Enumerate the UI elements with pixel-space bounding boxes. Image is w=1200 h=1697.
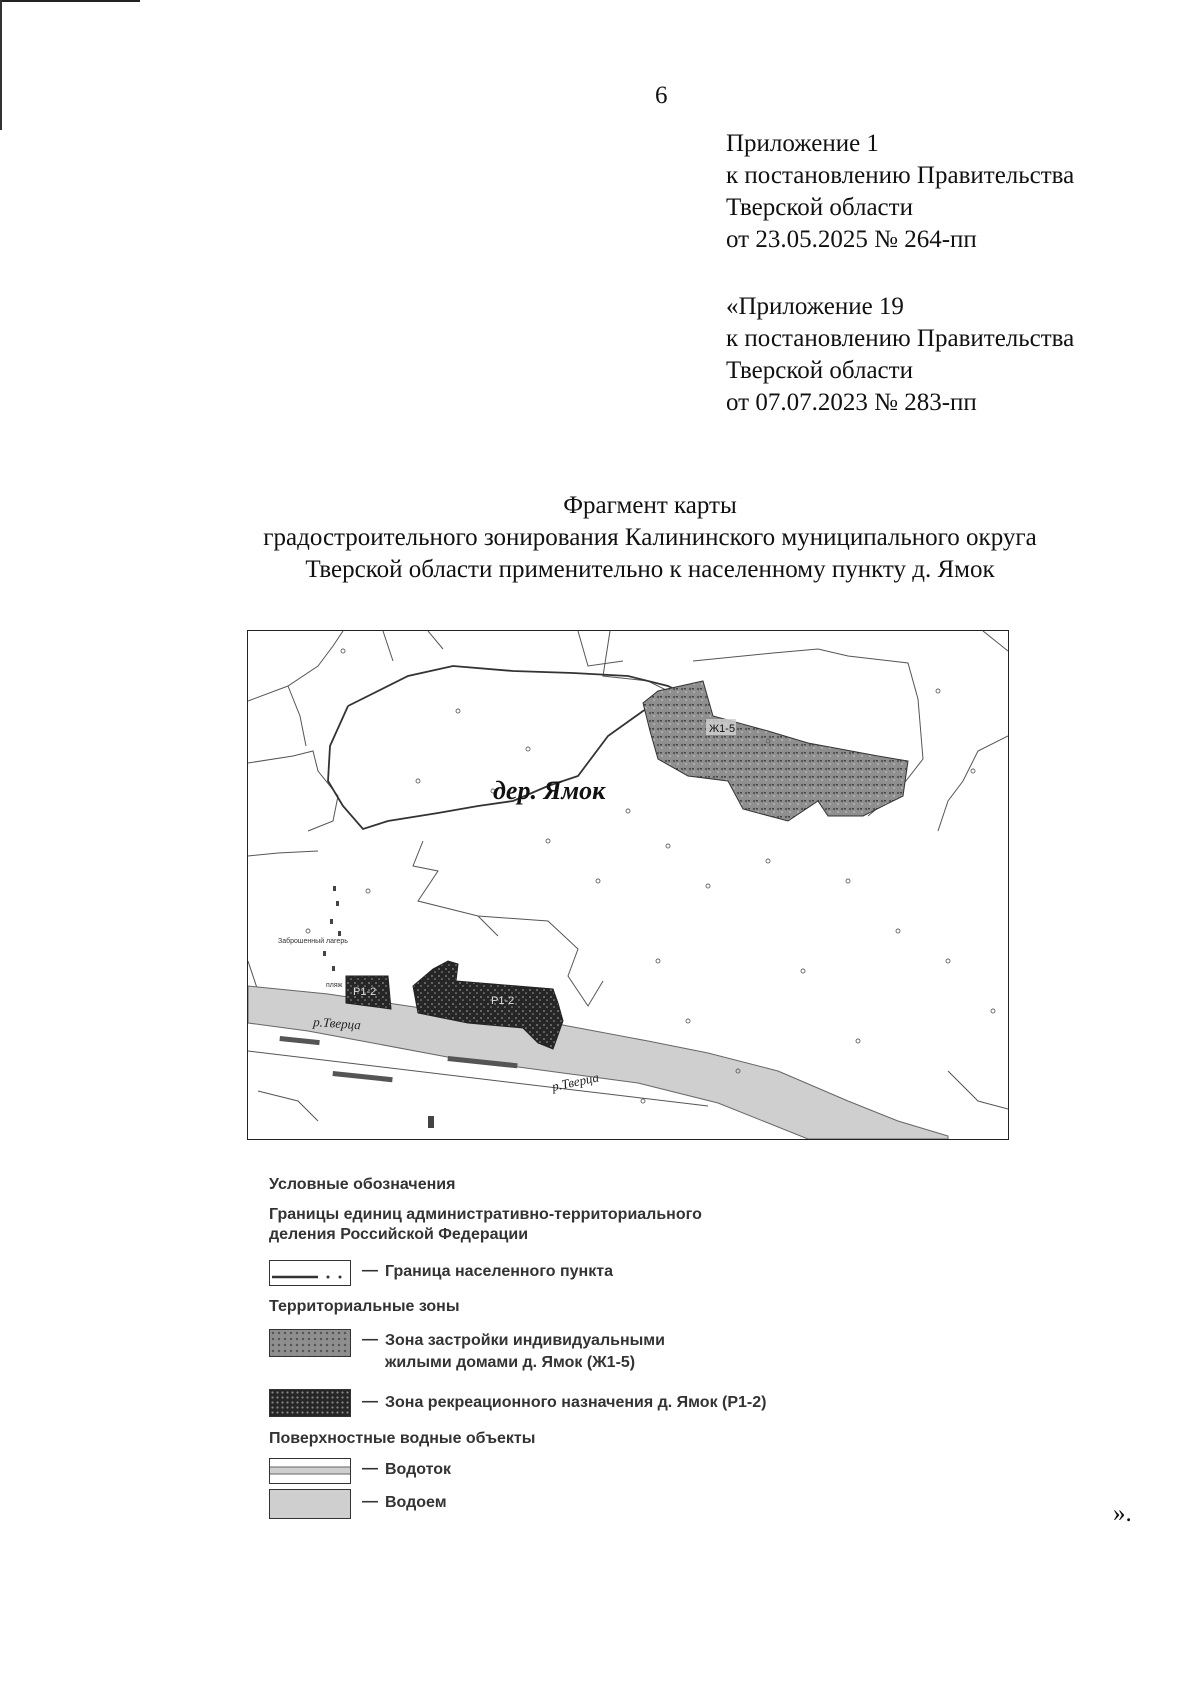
legend-dash-zone-r: —: [362, 1393, 378, 1410]
legend-label-zone-r: Зона рекреационного назначения д. Ямок (Р1-2): [385, 1394, 767, 1411]
boundary-swatch-svg: [270, 1261, 350, 1285]
zone-r1-2-label-west: Р1-2: [353, 986, 377, 998]
appendix-1-line-4: от 23.05.2025 № 264-пп: [726, 226, 977, 253]
zoning-map: [247, 630, 1009, 1140]
appendix-19-block: [726, 291, 1074, 419]
legend-label-watercourse: Водоток: [385, 1461, 452, 1478]
zone-r1-2-label-east: Р1-2: [491, 995, 515, 1007]
appendix-1-block: [726, 128, 1074, 256]
river: [248, 986, 948, 1139]
zone-zh1-5: [643, 681, 908, 821]
appendix-19-line-1: «Приложение 19: [726, 293, 904, 320]
zoning-map-svg: [248, 631, 1008, 1139]
river-label-west: р.Тверца: [312, 1014, 362, 1033]
settlement-label: дер. Ямок: [493, 776, 606, 805]
building-markers: [323, 886, 341, 971]
closing-quote: ».: [1113, 1500, 1132, 1527]
zone-zh1-5-label: Ж1-5: [709, 723, 736, 735]
page-number: 6: [655, 82, 668, 109]
title-line-1: Фрагмент карты: [563, 492, 737, 519]
title-line-3: Тверской области применительно к населенному пункту д. Ямок: [305, 556, 995, 583]
scan-artifact-left: [0, 0, 2, 130]
zone-zh-swatch: [269, 1329, 351, 1357]
legend-label-reservoir: Водоем: [385, 1494, 447, 1511]
legend-heading: Условные обозначения: [269, 1176, 456, 1193]
boundary-swatch: [269, 1260, 351, 1286]
beach-label: пляж: [326, 982, 343, 989]
legend-label-zone-zh-line-1: Зона застройки индивидуальными: [385, 1332, 665, 1349]
legend-admin-heading-line-2: деления Российской Федерации: [269, 1226, 529, 1243]
legend-water-heading: Поверхностные водные объекты: [269, 1430, 536, 1447]
legend-label-boundary: Граница населенного пункта: [385, 1263, 613, 1280]
title-line-2: градостроительного зонирования Калининского муниципального округа: [263, 524, 1037, 551]
abandoned-camp-label: Заброшенный лагерь: [278, 938, 348, 945]
scan-artifact-top: [0, 0, 140, 2]
appendix-1-line-2: к постановлению Правительства: [726, 162, 1075, 189]
zone-r-swatch: [269, 1389, 351, 1417]
document-title: [150, 490, 1150, 586]
legend-dash-reservoir: —: [362, 1493, 378, 1510]
appendix-1-line-1: Приложение 1: [726, 130, 879, 157]
legend-admin-heading-line-1: Границы единиц административно-территориального: [269, 1206, 702, 1223]
reservoir-swatch: [269, 1489, 351, 1519]
appendix-1-line-3: Тверской области: [726, 194, 913, 221]
legend-dash-zone-zh: —: [362, 1331, 378, 1348]
legend-label-zone-zh-line-2: жилыми домами д. Ямок (Ж1-5): [385, 1354, 636, 1371]
watercourse-swatch: [269, 1458, 351, 1484]
appendix-19-line-2: к постановлению Правительства: [726, 325, 1075, 352]
watercourse-swatch-svg: [270, 1459, 350, 1483]
river-label-east: р.Тверца: [550, 1069, 601, 1094]
appendix-19-line-3: Тверской области: [726, 357, 913, 384]
legend-zones-heading: Территориальные зоны: [269, 1298, 460, 1315]
legend-dash-boundary: —: [362, 1262, 378, 1279]
legend-dash-watercourse: —: [362, 1460, 378, 1477]
appendix-19-line-4: от 07.07.2023 № 283-пп: [726, 389, 977, 416]
structure-3: [332, 1071, 392, 1082]
structure-4: [428, 1116, 434, 1128]
structure-1: [279, 1036, 319, 1045]
